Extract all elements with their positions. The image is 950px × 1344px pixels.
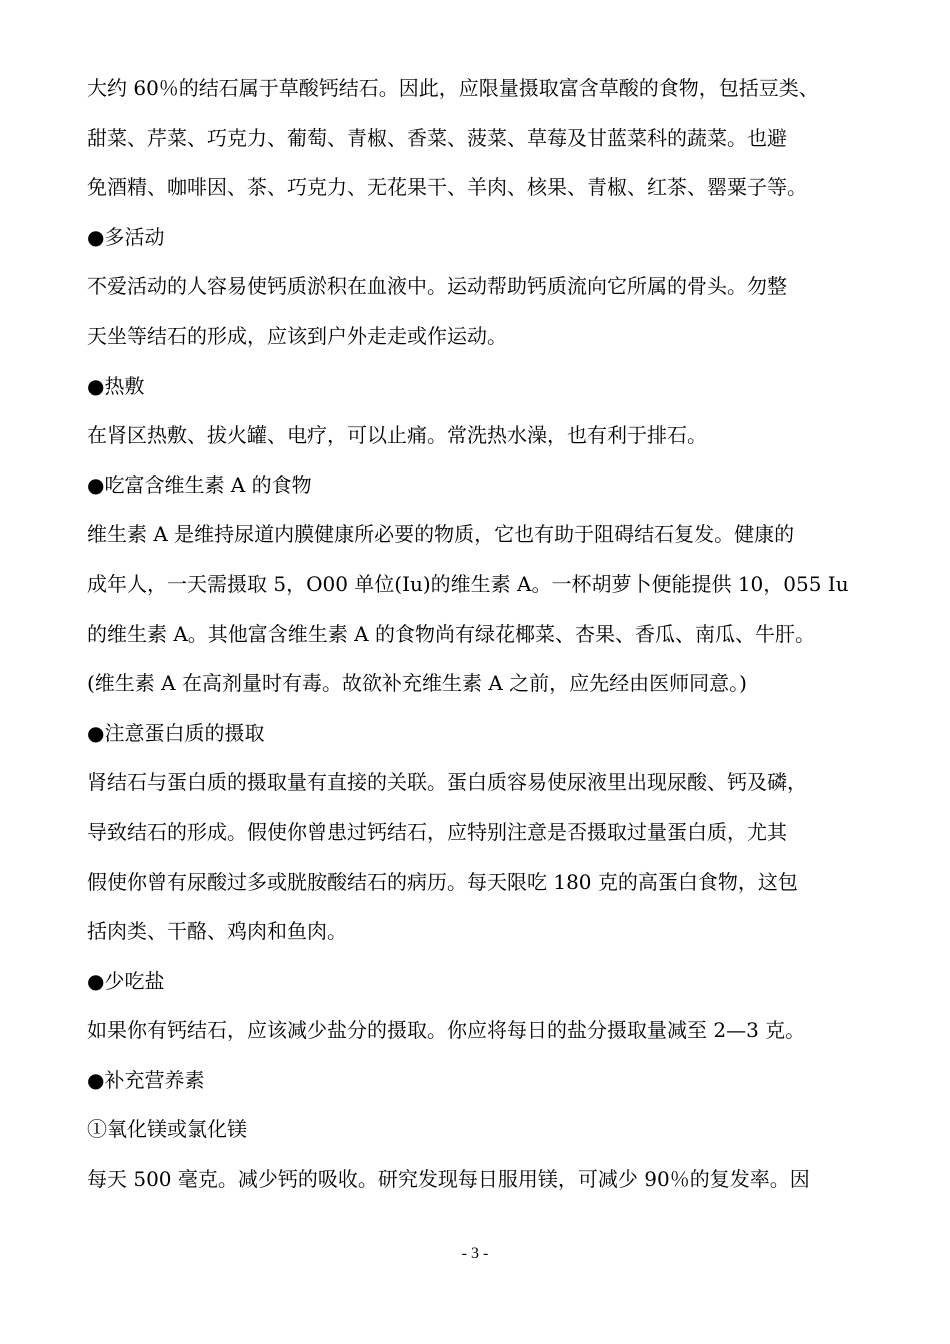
text-line: 如果你有钙结石，应该减少盐分的摄取。你应将每日的盐分摄取量减至 2—3 克。	[87, 1018, 806, 1043]
text-line: 大约 60％的结石属于草酸钙结石。因此，应限量摄取富含草酸的食物，包括豆类、	[87, 76, 819, 100]
section-heading: ●少吃盐	[87, 968, 165, 993]
text-line: 每天 500 毫克。减少钙的吸收。研究发现每日服用镁，可减少 90％的复发率。因	[87, 1167, 810, 1192]
text-line: 肾结石与蛋白质的摄取量有直接的关联。蛋白质容易使尿液里出现尿酸、钙及磷，	[87, 770, 807, 795]
text-line: 导致结石的形成。假使你曾患过钙结石，应特别注意是否摄取过量蛋白质，尤其	[87, 819, 787, 844]
text-line: 天坐等结石的形成，应该到户外走走或作运动。	[87, 323, 507, 348]
text-line: 的维生素 A。其他富含维生素 A 的食物尚有绿花椰菜、杏果、香瓜、南瓜、牛肝。	[87, 621, 815, 646]
text-line: 甜菜、芹菜、巧克力、葡萄、青椒、香菜、菠菜、草莓及甘蓝菜科的蔬菜。也避	[87, 125, 787, 150]
section-heading: ●吃富含维生素 A 的食物	[87, 472, 312, 497]
text-line: 免酒精、咖啡因、茶、巧克力、无花果干、羊肉、核果、青椒、红茶、罂粟子等。	[87, 175, 807, 200]
section-heading: ●多活动	[87, 224, 165, 249]
document-body	[87, 64, 877, 1205]
text-line: 不爱活动的人容易使钙质淤积在血液中。运动帮助钙质流向它所属的骨头。勿整	[87, 274, 787, 299]
text-line: 成年人，一天需摄取 5，O00 单位(Iu)的维生素 A。一杯胡萝卜便能提供 10，055 Iu	[87, 571, 849, 596]
text-line: 维生素 A 是维持尿道内膜健康所必要的物质，它也有助于阻碍结石复发。健康的	[87, 522, 795, 547]
text-line: 在肾区热敷、拔火罐、电疗，可以止痛。常洗热水澡，也有利于排石。	[87, 423, 707, 448]
text-line: 括肉类、干酪、鸡肉和鱼肉。	[87, 919, 347, 944]
section-heading: ●热敷	[87, 373, 145, 398]
text-line: (维生素 A 在高剂量时有毒。故欲补充维生素 A 之前，应先经由医师同意。)	[87, 671, 747, 696]
section-heading: ①氧化镁或氯化镁	[87, 1117, 247, 1142]
section-heading: ●补充营养素	[87, 1067, 205, 1092]
page-number: - 3 -	[461, 1245, 489, 1262]
section-heading: ●注意蛋白质的摄取	[87, 720, 265, 745]
text-line: 假使你曾有尿酸过多或胱胺酸结石的病历。每天限吃 180 克的高蛋白食物，这包	[87, 869, 798, 894]
